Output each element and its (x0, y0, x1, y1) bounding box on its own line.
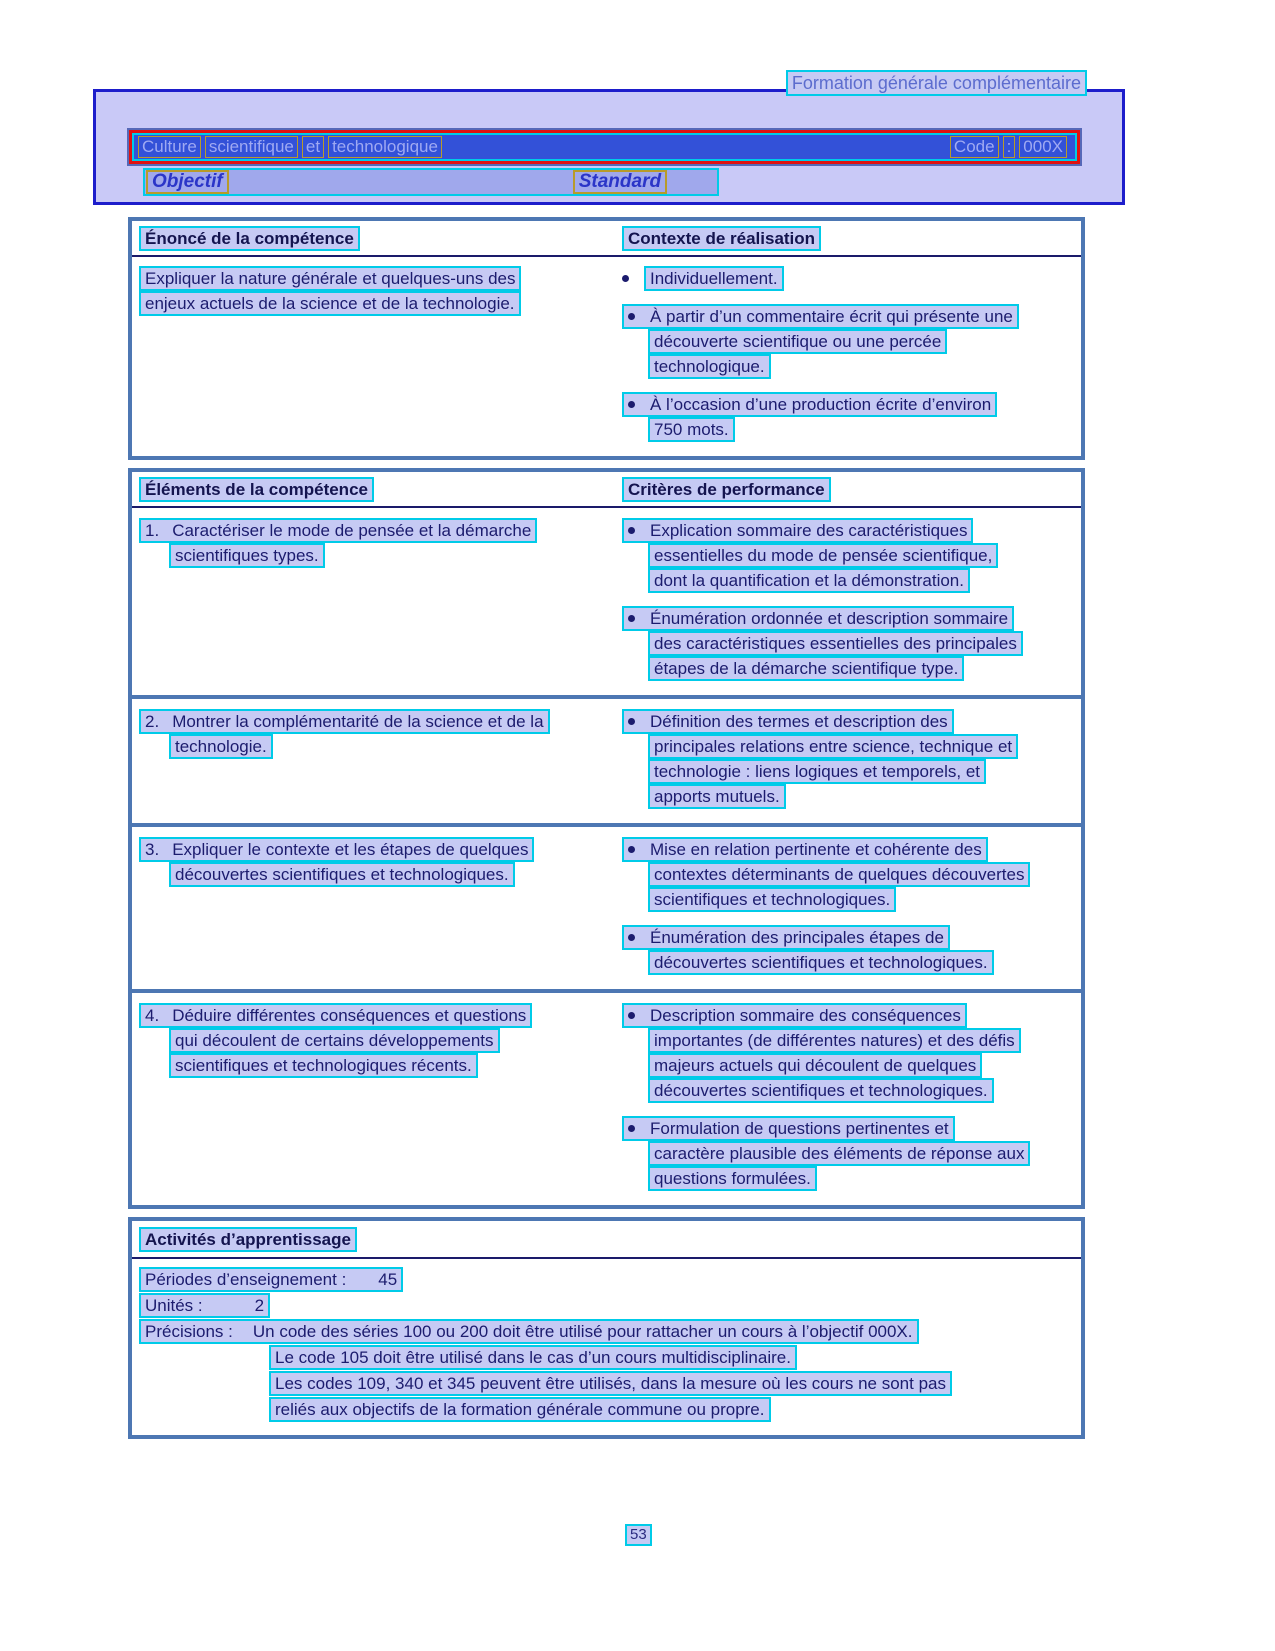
bullet-icon (628, 718, 635, 725)
text-line: dont la quantification et la démonstration. (648, 568, 970, 593)
periodes-label: Périodes d’enseignement : (145, 1270, 347, 1289)
course-title-word: Culture (138, 136, 201, 158)
precisions-row (139, 1319, 1081, 1345)
elements-criteres-table (128, 468, 1085, 1209)
bullet-item (622, 518, 1081, 593)
bullet-icon (628, 1125, 635, 1132)
text-line: Individuellement. (644, 266, 784, 291)
enonce-header: Énoncé de la compétence (139, 226, 360, 251)
text-line: découvertes scientifiques et technologiques. (169, 862, 515, 887)
bullet-icon (628, 934, 635, 941)
text-line: caractère plausible des éléments de réponse aux (648, 1141, 1030, 1166)
course-title-band (127, 128, 1082, 166)
text-line: À l’occasion d’une production écrite d’environ (650, 395, 992, 414)
item-number: 4. (145, 1006, 160, 1025)
text-line: Expliquer la nature générale et quelques-uns des (139, 266, 521, 291)
activites-header: Activités d’apprentissage (139, 1227, 357, 1252)
bullet-icon (628, 846, 635, 853)
element-cell (132, 518, 617, 681)
text-line: Formulation de questions pertinentes et (650, 1119, 949, 1138)
course-title-word: scientifique (205, 136, 298, 158)
criteres-cell (617, 837, 1081, 975)
text-line: Mise en relation pertinente et cohérente des (650, 840, 982, 859)
text-line: 750 mots. (648, 417, 735, 442)
bullet-icon (622, 275, 629, 282)
text-line: questions formulées. (648, 1166, 817, 1191)
text-line: découvertes scientifiques et technologiques. (648, 1078, 994, 1103)
title-panel (93, 89, 1125, 205)
activites-table (128, 1217, 1085, 1439)
bullet-icon (628, 527, 635, 534)
competence-row-2 (132, 695, 1081, 823)
competence-row-1 (132, 508, 1081, 695)
precisions-label: Précisions : (145, 1322, 233, 1341)
element-cell (132, 1003, 617, 1191)
text-line: principales relations entre science, technique et (648, 734, 1018, 759)
criteres-header: Critères de performance (622, 477, 831, 502)
criteres-cell (617, 518, 1081, 681)
elements-header: Éléments de la compétence (139, 477, 374, 502)
text-line: contextes déterminants de quelques découvertes (648, 862, 1030, 887)
text-line: des caractéristiques essentielles des principales (648, 631, 1023, 656)
activites-header-row (132, 1221, 1081, 1259)
text-line: reliés aux objectifs de la formation générale commune ou propre. (269, 1397, 771, 1422)
bullet-item (622, 304, 1081, 379)
bullet-item (622, 925, 1081, 975)
text-line: Énumération ordonnée et description sommaire (650, 609, 1009, 628)
text-line: étapes de la démarche scientifique type. (648, 656, 964, 681)
course-title-line (132, 133, 1077, 161)
text-line: découverte scientifique ou une percée (648, 329, 947, 354)
bullet-icon (628, 313, 635, 320)
course-title-word: et (302, 136, 324, 158)
element-cell (132, 709, 617, 809)
bullet-item (622, 1003, 1081, 1103)
activites-body (132, 1259, 1081, 1435)
text-line: apports mutuels. (648, 784, 786, 809)
text-line: scientifiques types. (169, 543, 325, 568)
text-line: majeurs actuels qui découlent de quelques (648, 1053, 982, 1078)
criteres-cell (617, 1003, 1081, 1191)
periodes-row (139, 1267, 1081, 1293)
bullet-icon (628, 1012, 635, 1019)
bullet-icon (628, 615, 635, 622)
objectif-label: Objectif (146, 170, 229, 194)
table1-header-row (132, 221, 1081, 257)
text-line: Énumération des principales étapes de (650, 928, 944, 947)
text-line: technologique. (648, 354, 771, 379)
course-title-bar (129, 130, 1080, 164)
unites-row (139, 1293, 1081, 1319)
objectif-standard-row (143, 168, 1122, 196)
item-number: 3. (145, 840, 160, 859)
bullet-item (622, 266, 1081, 291)
text-line: Montrer la complémentarité de la science et de la (172, 712, 544, 731)
item-number: 2. (145, 712, 160, 731)
element-cell (132, 837, 617, 975)
text-line: À partir d’un commentaire écrit qui présente une (650, 307, 1013, 326)
bullet-item (622, 1116, 1081, 1191)
text-line: scientifiques et technologiques. (648, 887, 896, 912)
text-line: Expliquer le contexte et les étapes de quelques (172, 840, 529, 859)
course-code-word: Code (950, 136, 999, 158)
text-line: essentielles du mode de pensée scientifique, (648, 543, 998, 568)
text-line: scientifiques et technologiques récents. (169, 1053, 478, 1078)
periodes-value: 45 (378, 1270, 398, 1289)
text-line: enjeux actuels de la science et de la technologie. (139, 291, 521, 316)
course-code-word: 000X (1019, 136, 1067, 158)
bullet-item (622, 709, 1081, 809)
page-header-label: Formation générale complémentaire (786, 70, 1087, 96)
competence-row-3 (132, 823, 1081, 989)
bullet-item (622, 392, 1081, 442)
text-line: Un code des séries 100 ou 200 doit être utilisé pour rattacher un cours à l’objectif 000X. (252, 1322, 913, 1341)
course-code-word: : (1003, 136, 1016, 158)
unites-value: 2 (254, 1296, 265, 1315)
page-number: 53 (625, 1524, 652, 1546)
criteres-cell (617, 709, 1081, 809)
text-line: Définition des termes et description des (650, 712, 948, 731)
enonce-contexte-table (128, 217, 1085, 460)
standard-label: Standard (573, 170, 667, 194)
bullet-item (622, 837, 1081, 912)
text-line: Explication sommaire des caractéristiques (650, 521, 968, 540)
unites-label: Unités : (145, 1296, 203, 1315)
item-number: 1. (145, 521, 160, 540)
bullet-item (622, 606, 1081, 681)
text-line: Caractériser le mode de pensée et la démarche (172, 521, 532, 540)
contexte-cell (617, 266, 1081, 442)
text-line: découvertes scientifiques et technologiques. (648, 950, 994, 975)
competence-row-4 (132, 989, 1081, 1205)
text-line: Les codes 109, 340 et 345 peuvent être utilisés, dans la mesure où les cours ne sont pas (269, 1371, 952, 1396)
bullet-icon (628, 401, 635, 408)
objectif-standard-bar (143, 168, 719, 196)
text-line: Description sommaire des conséquences (650, 1006, 961, 1025)
table2-header-row (132, 472, 1081, 508)
text-line: Déduire différentes conséquences et questions (172, 1006, 527, 1025)
text-line: importantes (de différentes natures) et des défis (648, 1028, 1021, 1053)
course-title-word: technologique (328, 136, 442, 158)
text-line: technologie : liens logiques et temporels, et (648, 759, 986, 784)
table1-body-row (132, 257, 1081, 456)
text-line: technologie. (169, 734, 273, 759)
text-line: Le code 105 doit être utilisé dans le cas d’un cours multidisciplinaire. (269, 1345, 797, 1370)
contexte-header: Contexte de réalisation (622, 226, 821, 251)
text-line: qui découlent de certains développements (169, 1028, 500, 1053)
page-header (0, 0, 1275, 96)
enonce-cell (132, 266, 617, 442)
